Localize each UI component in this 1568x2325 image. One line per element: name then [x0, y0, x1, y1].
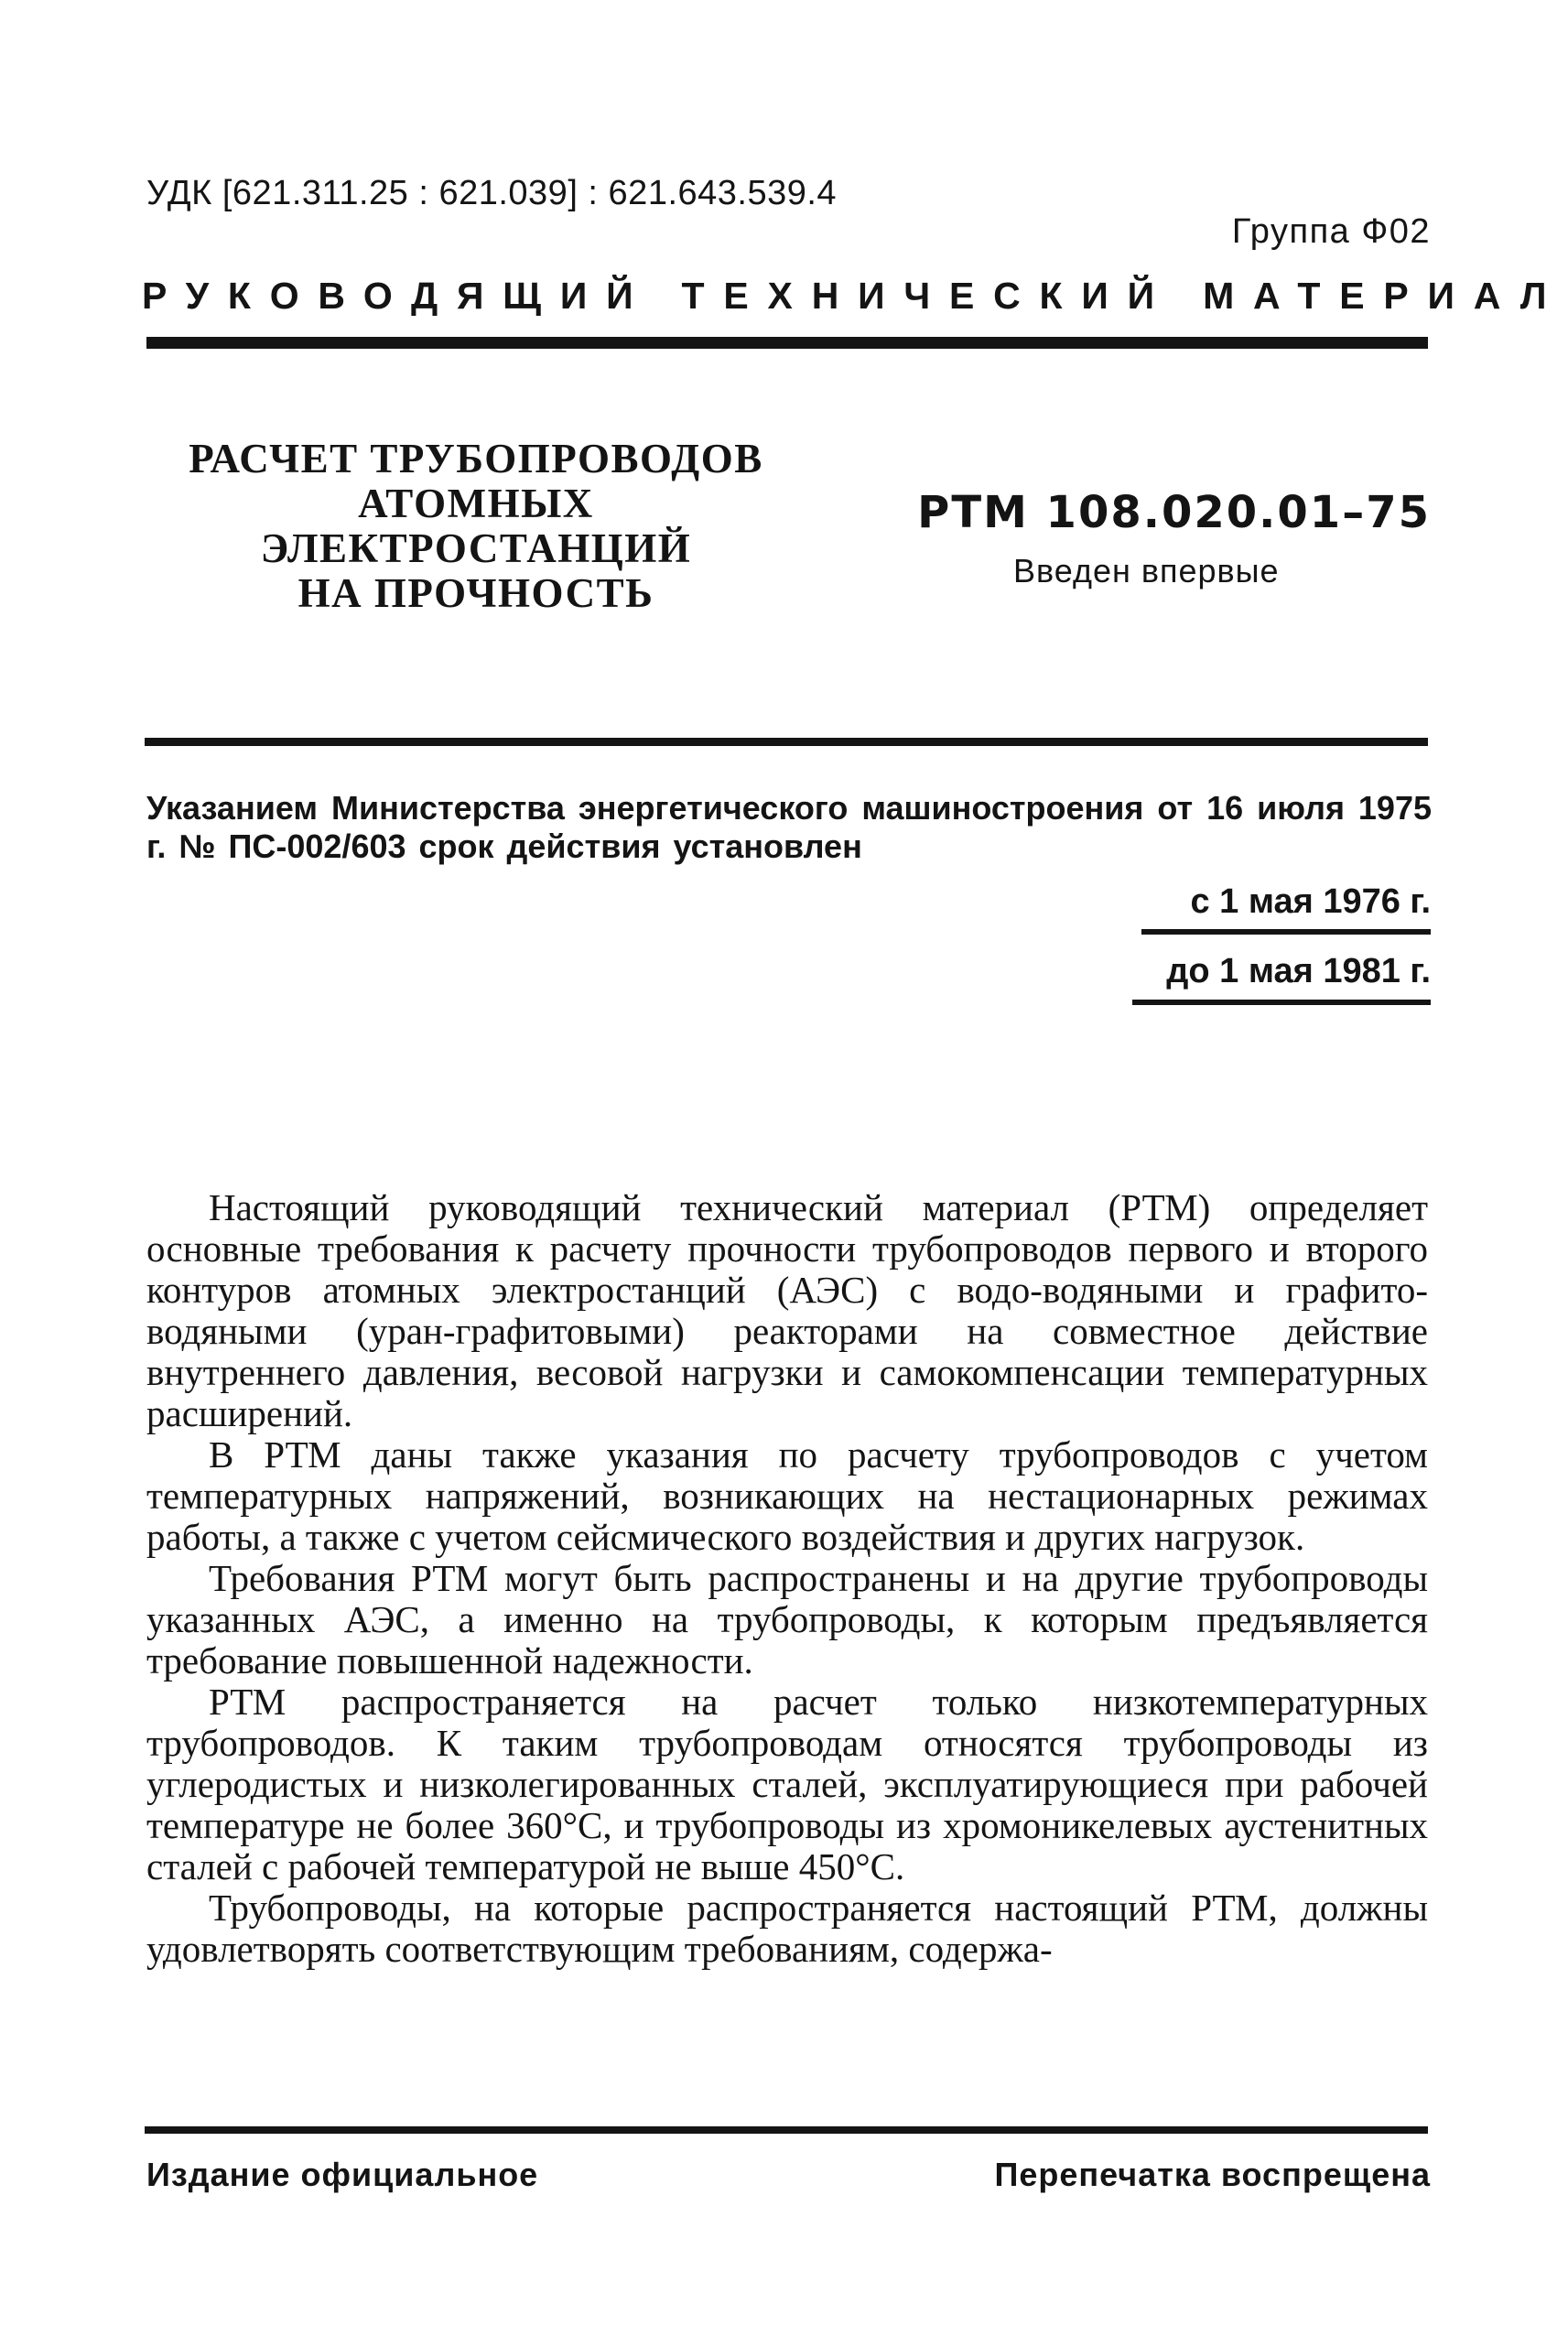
reprint-prohibited-label: Перепечатка воспрещена: [994, 2156, 1431, 2193]
udk-code: УДК [621.311.25 : 621.039] : 621.643.539.4: [146, 174, 838, 212]
validity-decree: Указанием Министерства энергетического машиностроения от 16 июля 1975 г. № ПС-002/603 срок действия установлен: [146, 789, 1432, 865]
validity-from-date: с 1 мая 1976 г.: [1190, 882, 1431, 921]
title-line: РАСЧЕТ ТРУБОПРОВОДОВ: [189, 436, 763, 481]
title-divider: [145, 738, 1428, 746]
title-line: ЭЛЕКТРОСТАНЦИЙ: [260, 525, 692, 571]
group-code: Группа Ф02: [1231, 212, 1431, 251]
body-text: [146, 1187, 1428, 1970]
title-line: АТОМНЫХ: [358, 481, 594, 526]
footer-divider: [145, 2126, 1428, 2134]
body-paragraph: В РТМ даны также указания по расчету трубопроводов с учетом температурных напряжений, возникающих на нестационарных режимах работы, а также с учетом сейсмического воздействия и других нагрузок.: [146, 1433, 1428, 1558]
body-paragraph: Настоящий руководящий технический материал (РТМ) определяет основные требования к расчету прочности трубопроводов первого и второго контуров атомных электростанций (АЭС) с водо-водяными и графито-водяными (уран-графитовыми) реакторами на совместное действие внутреннего давления, весовой нагрузки и самокомпенсации температурных расширений.: [146, 1186, 1428, 1434]
document-title: [174, 437, 778, 616]
document-type-heading: РУКОВОДЯЩИЙ ТЕХНИЧЕСКИЙ МАТЕРИАЛ: [142, 275, 1566, 317]
body-paragraph: Требования РТМ могут быть распространены и на другие трубопроводы указанных АЭС, а именно на трубопроводы, к которым предъявляется требование повышенной надежности.: [146, 1557, 1428, 1682]
title-line: НА ПРОЧНОСТЬ: [297, 570, 654, 616]
body-paragraph: РТМ распространяется на расчет только низкотемпературных трубопроводов. К таким трубопроводам относятся трубопроводы из углеродистых и низколегированных сталей, эксплуатирующиеся при рабочей температуре не более 360°С, и трубопроводы из хромоникелевых аустенитных сталей с рабочей температурой не выше 450°С.: [146, 1681, 1428, 1887]
official-edition-label: Издание официальное: [146, 2156, 539, 2193]
validity-to-underline: [1132, 1000, 1431, 1005]
introduced-note: Введен впервые: [1013, 552, 1280, 589]
document-code: РТМ 108.020.01–75: [917, 487, 1431, 538]
header-divider: [146, 337, 1428, 349]
validity-from-underline: [1141, 929, 1431, 935]
body-paragraph: Трубопроводы, на которые распространяется настоящий РТМ, должны удовлетворять соответствующим требованиям, содержа-: [146, 1887, 1428, 1970]
validity-to-date: до 1 мая 1981 г.: [1166, 952, 1431, 990]
